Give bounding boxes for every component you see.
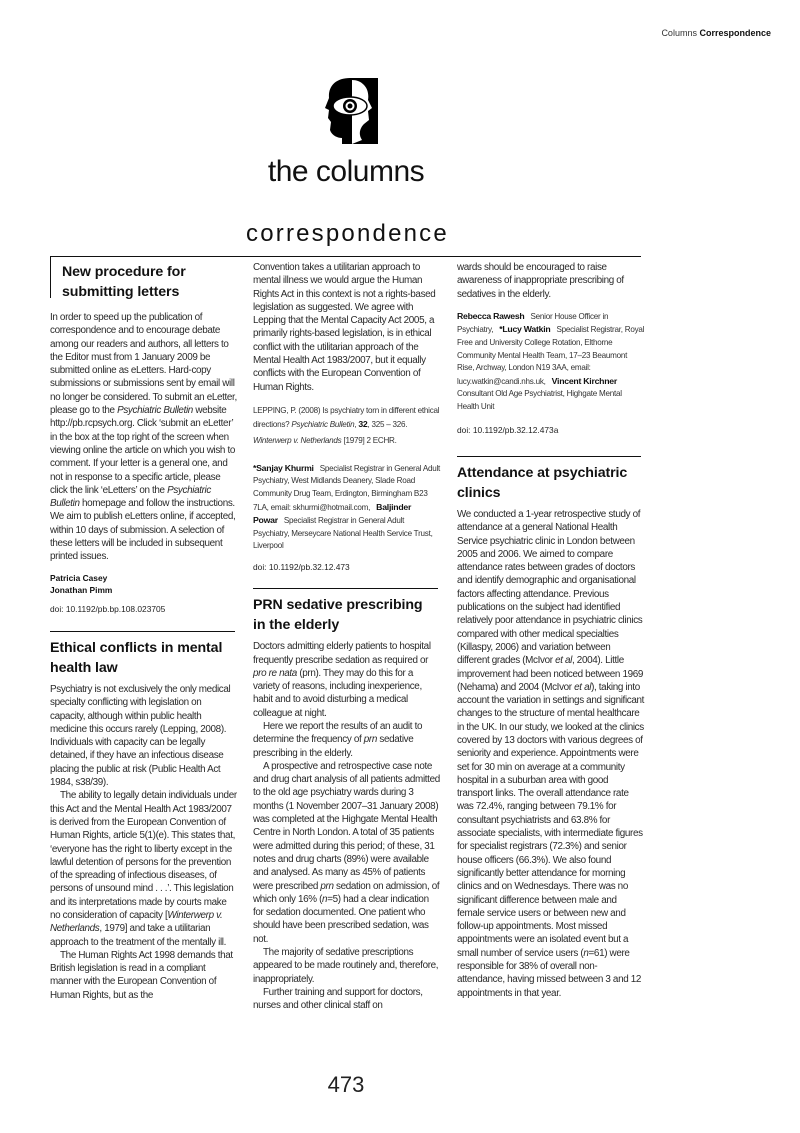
section-rule (50, 631, 235, 632)
column-1 (50, 256, 238, 1002)
signatories (50, 572, 238, 597)
reference: LEPPING, P. (2008) Is psychiatry torn in different ethical directions? Psychiatric Bulletin, 32, 325 – 326. (253, 405, 440, 429)
title-line: in the elderly (253, 617, 340, 634)
head-with-eye-logo (318, 78, 382, 146)
title-line: clinics (457, 484, 501, 501)
article-body-continued: wards should be encouraged to raise awareness of inappropriate prescribing of sedatives in the elderly. (457, 262, 624, 300)
masthead-title: the columns (267, 155, 425, 188)
doi-link[interactable]: doi: 10.1192/pb.32.12.473 (253, 561, 350, 572)
article-body-continued: Convention takes a utilitarian approach to mental illness we would argue the Human Rights Act in this context is not a rights-based legislation as suggested. We agree with Lepping that the Mental Capacity Act 2005, a primarily rights-based legislation, is in ethical conflict with the utilitarian approach of the Mental Health Act 1983/2007, but it equally conflicts with the European Convention of Human Rights. (253, 262, 436, 393)
title-line: New procedure for (62, 264, 186, 280)
doi-link[interactable]: doi: 10.1192/pb.32.12.473a (457, 424, 559, 435)
title-line: PRN sedative prescribing (253, 597, 423, 614)
masthead-subtitle: correspondence (246, 220, 449, 247)
running-head-subsection: Correspondence (699, 28, 771, 38)
running-head-section: Columns (661, 28, 697, 38)
reference: Winterwerp v. Netherlands [1979] 2 ECHR. (253, 436, 397, 446)
author-affiliations: Rebecca Rawesh Senior House Officer in Psychiatry, *Lucy Watkin Specialist Registrar, Royal Free and University College Rotation, Elthorne Community Mental Health Team, 17–23 Beaumont Rise, Archway, London N19 3AA, email: lucy.watkin@candi.nhs.uk, Vincent Kirchner Consultant Old Age Psychiatrist, Highgate Mental Health Unit (457, 310, 645, 412)
article-body: Psychiatry is not exclusively the only medical specialty conflicting with legislation on capacity, although within public health medicine this occurs rarely (Lepping, 2008). Individuals with capacity can be legally detained, if they have an infectious disease placing the public at risk (Public Health Act 1984, s38/39). The ability to legally detain individuals under this Act and the Mental Health Act 1983/2007 is derived from the European Convention of Human Rights, article 5(1)(e). This states that, ‘everyone has the right to liberty except in the lawful detention of persons for the prevention of the spreading of infectious diseases, of persons of unsound mind . . .’. This legislation and its interpretations made by courts make no consideration of capacity [Winterwerp v. Netherlands, 1979] and take a utilitarian approach to the treatment of the mentally ill. The Human Rights Act 1998 demands that British legislation is read in a compliant manner with the European Convention of Human Rights, but as the (50, 683, 237, 1001)
title-line: health law (50, 659, 118, 676)
article-title-prn-sedative (253, 595, 441, 635)
signatory: Patricia Casey (50, 572, 108, 583)
section-rule (457, 456, 641, 457)
title-line: Attendance at psychiatric (457, 464, 628, 481)
article-body: We conducted a 1-year retrospective study of attendance at a general National Health Service psychiatric clinic in London between 2005 and 2006. We aimed to compare attendance rates between grades of doctors and identify demographic and organisational factors affecting attendance. Previous publications on the subject had identified relatively poor attendance in psychiatric clinics compared with other medical specialties (Killaspy, 2006) and variation between different grades (McIvor et al, 2004). Little improvement had been noticed between 1969 (Nehama) and 2004 (McIvor et al), taking into account the variation in settings and significant changes to the structure of mental healthcare in the UK. In our study, we looked at the clinics covered by 13 doctors with various degrees of seniority and experience. Appointments were set for 30 min on average at a community hospital in a suburban area with good transport links. The overall attendance rate was 72.4%, ranging between 79.1% for consultant psychiatrists and 63.8% for associate specialists, with intermediate figures for specialist registrars (72.3%) and senior house officers (66.3%). We also found significantly better attendance for morning clinics and on Wednesdays. There was no significant difference between male and female service users or between new and follow-up appointments. Most missed appointments were an isolated event but a small number of service users (n=61) were responsible for 38% of overall non-attendance, having missed between 3 and 12 appointments in that year. (457, 508, 645, 999)
article-body: Doctors admitting elderly patients to hospital frequently prescribe sedation as required or pro re nata (prn). They may do this for a variety of reasons, including inexperience, habit and to avoid disturbing a medical colleague at night. Here we report the results of an audit to determine the frequency of prn sedative prescribing in the elderly. A prospective and retrospective case note and drug chart analysis of all patients admitted to the old age psychiatry wards during 3 months (1 November 2007–31 January 2008) was completed at the Highgate Mental Health Centre in North London. A total of 35 patients were admitted during this period; of these, 31 notes and drug charts (89%) were available and analysed. As many as 45% of patients were prescribed prn sedation on admission, of which only 16% (n=5) had a clear indication for sedation documented. One patient who should have been prescribed sedation, was not. The majority of sedative prescriptions appeared to be made routinely and, therefore, inappropriately. Further training and support for doctors, nurses and other clinical staff on (253, 641, 440, 1012)
title-line: submitting letters (62, 284, 180, 300)
column-2 (253, 256, 441, 1013)
page-number: 473 (327, 1072, 365, 1097)
signatory: Jonathan Pimm (50, 585, 113, 596)
section-rule (253, 588, 438, 589)
column-3 (457, 256, 645, 1000)
article-title-ethical-conflicts (50, 638, 238, 678)
article-title-attendance (457, 463, 645, 503)
article-title-new-procedure (50, 256, 238, 298)
doi-link[interactable]: doi: 10.1192/pb.bp.108.023705 (50, 603, 166, 614)
author-affiliations: *Sanjay Khurmi Specialist Registrar in General Adult Psychiatry, West Midlands Deanery, Slade Road Community Drug Team, Erdington, Birmingham B23 7LA, email: skhurmi@hotmail.com, Baljinder Powar Specialist Registrar in General Adult Psychiatry, Merseycare National Health Service Trust, Liverpool (253, 462, 441, 551)
article-body: In order to speed up the publication of correspondence and to encourage debate among our readers and authors, all letters to the Editor must from 1 January 2009 be submitted online as eLetters. Hard-copy submissions or submissions sent by email will no longer be considered. To submit an eLetter, please go to the Psychiatric Bulletin website http://pb.rcpsych.org. Click ‘submit an eLetter’ in the box at the top right of the screen when viewing online the article on which you wish to comment. If your letter is a general one, and not in response to a specific article, please click the link ‘eLetters’ on the Psychiatric Bulletin homepage and follow the instructions. We aim to publish eLetters online, if accepted, within 10 days of submission. A selection of these letters will be included in subsequent printed issues. (50, 312, 237, 563)
running-head (661, 28, 771, 38)
title-line: Ethical conflicts in mental (50, 639, 223, 656)
